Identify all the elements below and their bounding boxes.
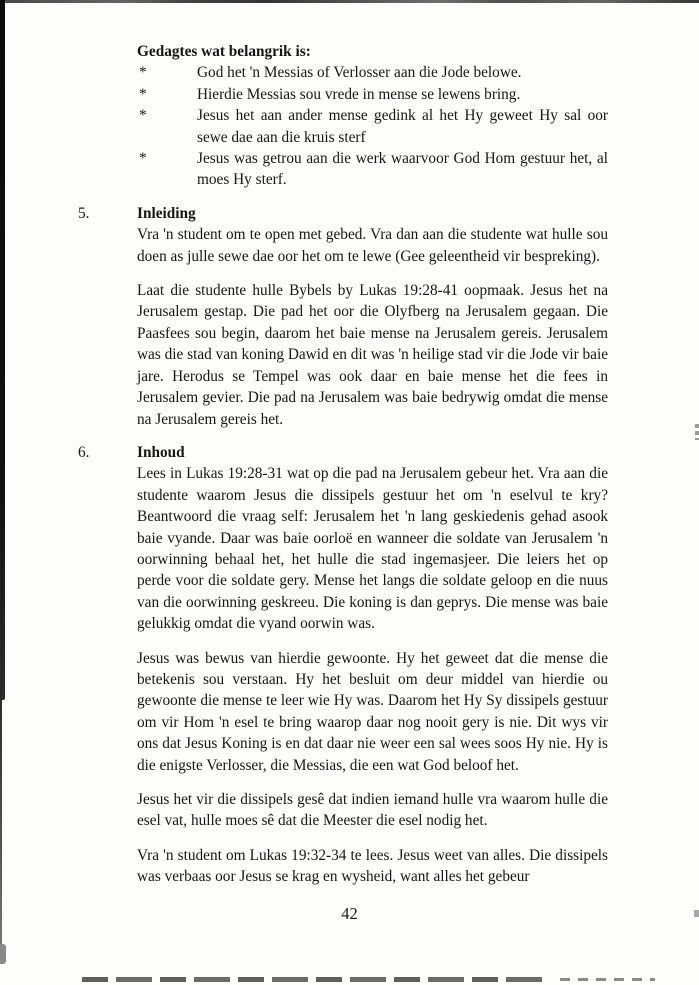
scan-artifact-left-edge-blob — [0, 944, 6, 964]
bullet-text: Jesus het aan ander mense gedink al het Hy geweet Hy sal oor sewe dae aan die kruis sterf — [197, 107, 608, 146]
document-body — [78, 41, 608, 888]
paragraph: Vra 'n student om Lukas 19:32-34 te lees. Jesus weet van alles. Die dissipels was verbaas oor Jesus se krag en wysheid, want alles het gebeur — [137, 846, 608, 886]
page-number: 42 — [341, 904, 358, 923]
bullet-text: Jesus was getrou aan die werk waarvoor God Hom gestuur het, al moes Hy sterf. — [197, 150, 608, 189]
bullet-marker: * — [139, 150, 147, 168]
bullet-marker: * — [139, 107, 147, 125]
scan-artifact-bottom-edge — [82, 977, 542, 982]
list-item — [137, 84, 608, 105]
bullet-text: God het 'n Messias of Verlosser aan die Jode belowe. — [197, 64, 522, 82]
scan-artifact-left-edge — [0, 0, 5, 700]
bullet-marker: * — [139, 85, 147, 103]
list-item — [137, 105, 608, 148]
paragraph: Lees in Lukas 19:28-31 wat op die pad na Jerusalem gebeur het. Vra aan die studente waarom Jesus die dissipels gestuur het om 'n eselvul te kry? Beantwoord die vraag self: Jerusalem het 'n lang geskiedenis gehad asook baie vyande. Daar was baie oorloë en wanneer die soldate van Jerusalem 'n oorwinning behaal het, het hulle die stad ingemasjeer. Die leiers het op perde voor die soldate gery. Mense het langs die soldate geloop en die nuus van die oorwinning geskreeu. Die koning is dan geprys. Die mense was baie gelukkig omdat die vyand oorwin was. — [137, 465, 608, 633]
section-title: Inhoud — [137, 443, 185, 461]
section-number: 6. — [78, 443, 90, 461]
paragraph: Laat die studente hulle Bybels by Lukas 19:28-41 oopmaak. Jesus het na Jerusalem gestap. Die pad het oor die Olyfberg na Jerusalem gegaan. Die Paasfees sou begin, daarom het baie mense na Jerusalem gereis. Jerusalem was die stad van koning Dawid en dit was 'n heilige stad vir die Jode vir baie jare. Herodus se Tempel was ook daar en baie mense het die fees in Jerusalem gevier. Die pad na Jerusalem was baie bedrywig omdat die mense na Jerusalem gereis het. — [137, 282, 608, 428]
thoughts-heading: Gedagtes wat belangrik is: — [137, 43, 311, 60]
section-inleiding — [78, 203, 608, 430]
section-inhoud — [78, 442, 608, 888]
section-number: 5. — [78, 204, 90, 222]
scan-artifact-top-edge — [0, 0, 699, 3]
list-item — [137, 148, 608, 191]
paragraph: Vra 'n student om te open met gebed. Vra dan aan die studente wat hulle sou doen as julle sewe dae oor het om te lewe (Gee geleentheid vir bespreking). — [137, 226, 608, 265]
section-title: Inleiding — [137, 204, 196, 222]
paragraph: Jesus was bewus van hierdie gewoonte. Hy het geweet dat die mense die betekenis sou verstaan. Hy het besluit om deur middel van hierdie ou gewoonte die mense te leer wie Hy was. Daarom het Hy Sy dissipels gestuur om vir Hom 'n esel te bring waarop daar nog nooit gery is nie. Dit wys vir ons dat Jesus Koning is en dat daar nie weer een sal wees soos Hy nie. Hy is die enigste Verlosser, die Messias, die een wat God beloof het. — [137, 649, 608, 774]
paragraph: Jesus het vir die dissipels gesê dat indien iemand hulle vra waarom hulle die esel vat, hulle moes sê dat die Meester die esel nodig het. — [137, 791, 608, 830]
list-item — [137, 62, 608, 83]
bullet-text: Hierdie Messias sou vrede in mense se lewens bring. — [197, 85, 521, 103]
bullet-marker: * — [139, 64, 147, 82]
scan-artifact-bottom-edge-right — [560, 978, 655, 981]
scan-artifact-right-edge-tick — [695, 424, 699, 440]
